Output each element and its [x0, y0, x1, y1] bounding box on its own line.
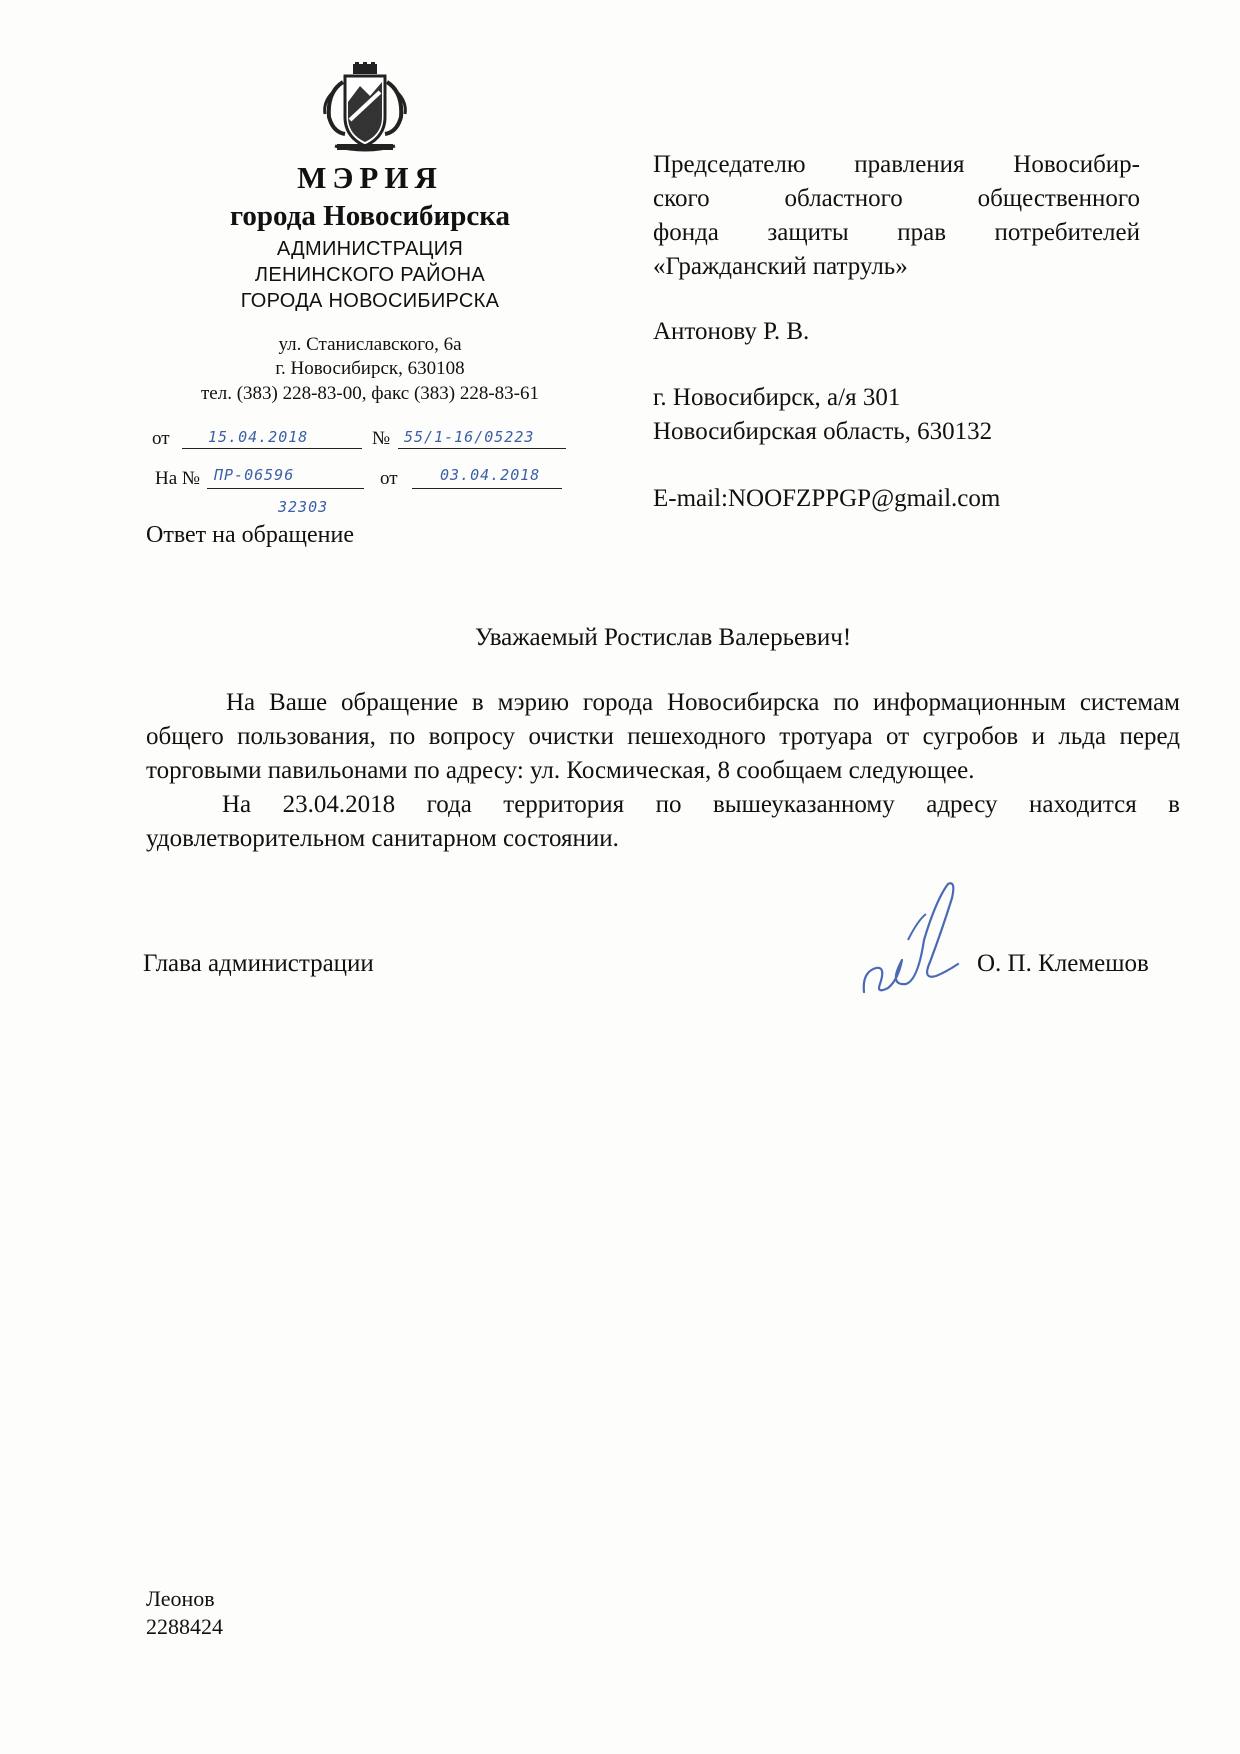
reply-to-label: На №	[155, 468, 201, 489]
executor-name: Леонов	[146, 1586, 215, 1611]
handwritten-signature-icon	[858, 880, 998, 1000]
body-paragraph: На Ваше обращение в мэрию города Новосибирска по информационным системам общего пользования, по вопросу очистки пешеходного тротуара от сугробов и льда перед торговыми павильонами по адресу: ул. Космическая, 8 сообщаем следующее.	[146, 689, 1180, 784]
signer-position: Глава администрации	[143, 950, 374, 977]
recipient-line: Председателю правления Новосибир-	[653, 151, 1140, 178]
reg-extra-number: 32303	[278, 498, 329, 516]
reg-number: 55/1-16/05223	[404, 428, 535, 446]
recipient-address-line: Новосибирская область, 630132	[653, 418, 993, 445]
executor-phone: 2288424	[146, 1614, 223, 1639]
sender-title: МЭРИЯ	[297, 160, 443, 195]
sender-admin-line: ГОРОДА НОВОСИБИРСКА	[240, 290, 500, 312]
reply-to-date: 03.04.2018	[440, 466, 541, 484]
sender-admin-line: ЛЕНИНСКОГО РАЙОНА	[254, 264, 486, 286]
sender-address-line: ул. Станиславского, 6а	[278, 334, 462, 355]
reply-from-label: от	[380, 468, 398, 489]
sender-address-line: г. Новосибирск, 630108	[275, 358, 465, 379]
recipient-block	[653, 148, 1140, 284]
recipient-line: «Гражданский патруль»	[653, 253, 908, 280]
sender-phone-fax: тел. (383) 228-83-00, факс (383) 228-83-61	[200, 383, 540, 404]
letter-body	[146, 686, 1180, 856]
sender-admin-line: АДМИНИСТРАЦИЯ	[276, 238, 464, 260]
recipient-email: E-mail:NOOFZPPGP@gmail.com	[653, 485, 1001, 512]
recipient-line: фонда защиты прав потребителей	[653, 219, 1140, 246]
coat-of-arms-icon	[315, 62, 415, 154]
reg-number-label: №	[372, 428, 391, 449]
reg-from-label: от	[152, 428, 170, 449]
reg-date: 15.04.2018	[208, 428, 309, 446]
subject-line: Ответ на обращение	[146, 522, 354, 548]
recipient-name: Антонову Р. В.	[653, 318, 810, 345]
recipient-address-line: г. Новосибирск, а/я 301	[653, 384, 901, 411]
body-paragraph: На 23.04.2018 года территория по вышеуказанному адресу находится в удовлетворительном санитарном состоянии.	[146, 791, 1180, 852]
sender-city: города Новосибирска	[229, 200, 511, 232]
greeting: Уважаемый Ростислав Валерьевич!	[474, 624, 852, 651]
signer-name: О. П. Клемешов	[977, 950, 1149, 977]
reply-to-number: ПР-06596	[214, 466, 295, 484]
recipient-line: ского областного общественного	[653, 185, 1140, 212]
